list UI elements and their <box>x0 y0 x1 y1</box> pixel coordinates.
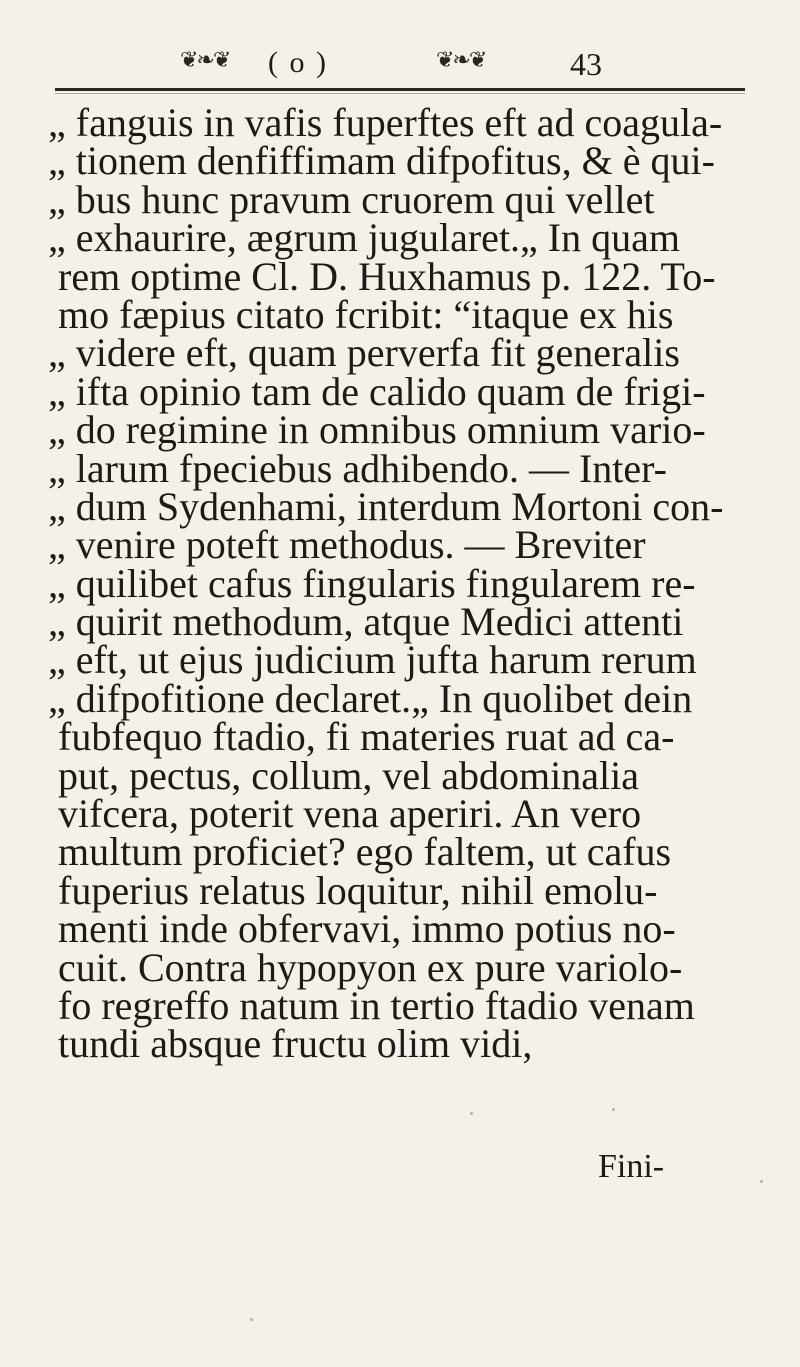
text-line: vifcera, poterit vena aperiri. An vero <box>58 791 642 837</box>
text-line: fubfequo ftadio, fi materies ruat ad ca- <box>58 714 675 760</box>
text-line: „ bus hunc pravum cruorem qui vellet <box>48 176 655 222</box>
paper-speck <box>612 1108 615 1111</box>
running-header <box>180 42 670 82</box>
header-center-mark: ( o ) <box>268 46 328 79</box>
paper-speck <box>250 1318 253 1321</box>
paper-speck <box>760 1180 763 1183</box>
text-line: „ do regimine in omnibus omnium vario- <box>48 407 706 453</box>
text-line: tundi absque fructu olim vidi, <box>58 1021 533 1067</box>
header-ornament-left: ❦❧❦ <box>180 48 230 73</box>
text-line: rem optime Cl. D. Huxhamus p. 122. To- <box>58 253 716 299</box>
text-line: „ quirit methodum, atque Medici attenti <box>48 599 684 645</box>
text-line: mo fæpius citato fcribit: “itaque ex his <box>58 291 674 337</box>
header-rule <box>55 88 745 91</box>
text-line: „ ifta opinio tam de calido quam de frigi- <box>48 368 706 414</box>
text-line: menti inde obfervavi, immo potius no- <box>58 906 676 952</box>
paper-speck <box>470 1112 473 1115</box>
text-line: fuperius relatus loquitur, nihil emolu- <box>58 867 658 913</box>
header-ornament-right: ❦❧❦ <box>436 48 486 73</box>
body-text <box>48 100 760 1067</box>
page-number: 43 <box>570 46 602 82</box>
header-rule-thin <box>55 93 745 94</box>
text-line: „ videre eft, quam perverfa fit generalis <box>48 330 680 376</box>
text-line: „ fanguis in vafis fuperftes eft ad coagula- <box>48 100 723 145</box>
text-line: „ venire poteft methodus. — Breviter <box>48 522 646 568</box>
text-line: „ quilibet cafus fingularis fingularem re- <box>48 560 696 606</box>
text-line: „ dum Sydenhami, interdum Mortoni con- <box>48 483 724 529</box>
text-line: fo regreffo natum in tertio ftadio venam <box>58 982 695 1028</box>
text-line: „ eft, ut ejus judicium jufta harum rerum <box>48 637 697 683</box>
catchword: Fini- <box>598 1148 665 1185</box>
text-line: cuit. Contra hypopyon ex pure variolo- <box>58 944 683 990</box>
text-line: multum proficiet? ego faltem, ut cafus <box>58 829 672 875</box>
text-line: „ larum fpeciebus adhibendo. — Inter- <box>48 445 667 491</box>
text-line: put, pectus, collum, vel abdominalia <box>58 752 639 798</box>
text-line: „ exhaurire, ægrum jugularet.„ In quam <box>48 215 680 261</box>
text-line: „ tionem denfiffimam difpofitus, & è qui- <box>48 138 715 184</box>
text-line: „ difpofitione declaret.„ In quolibet dein <box>48 675 693 721</box>
